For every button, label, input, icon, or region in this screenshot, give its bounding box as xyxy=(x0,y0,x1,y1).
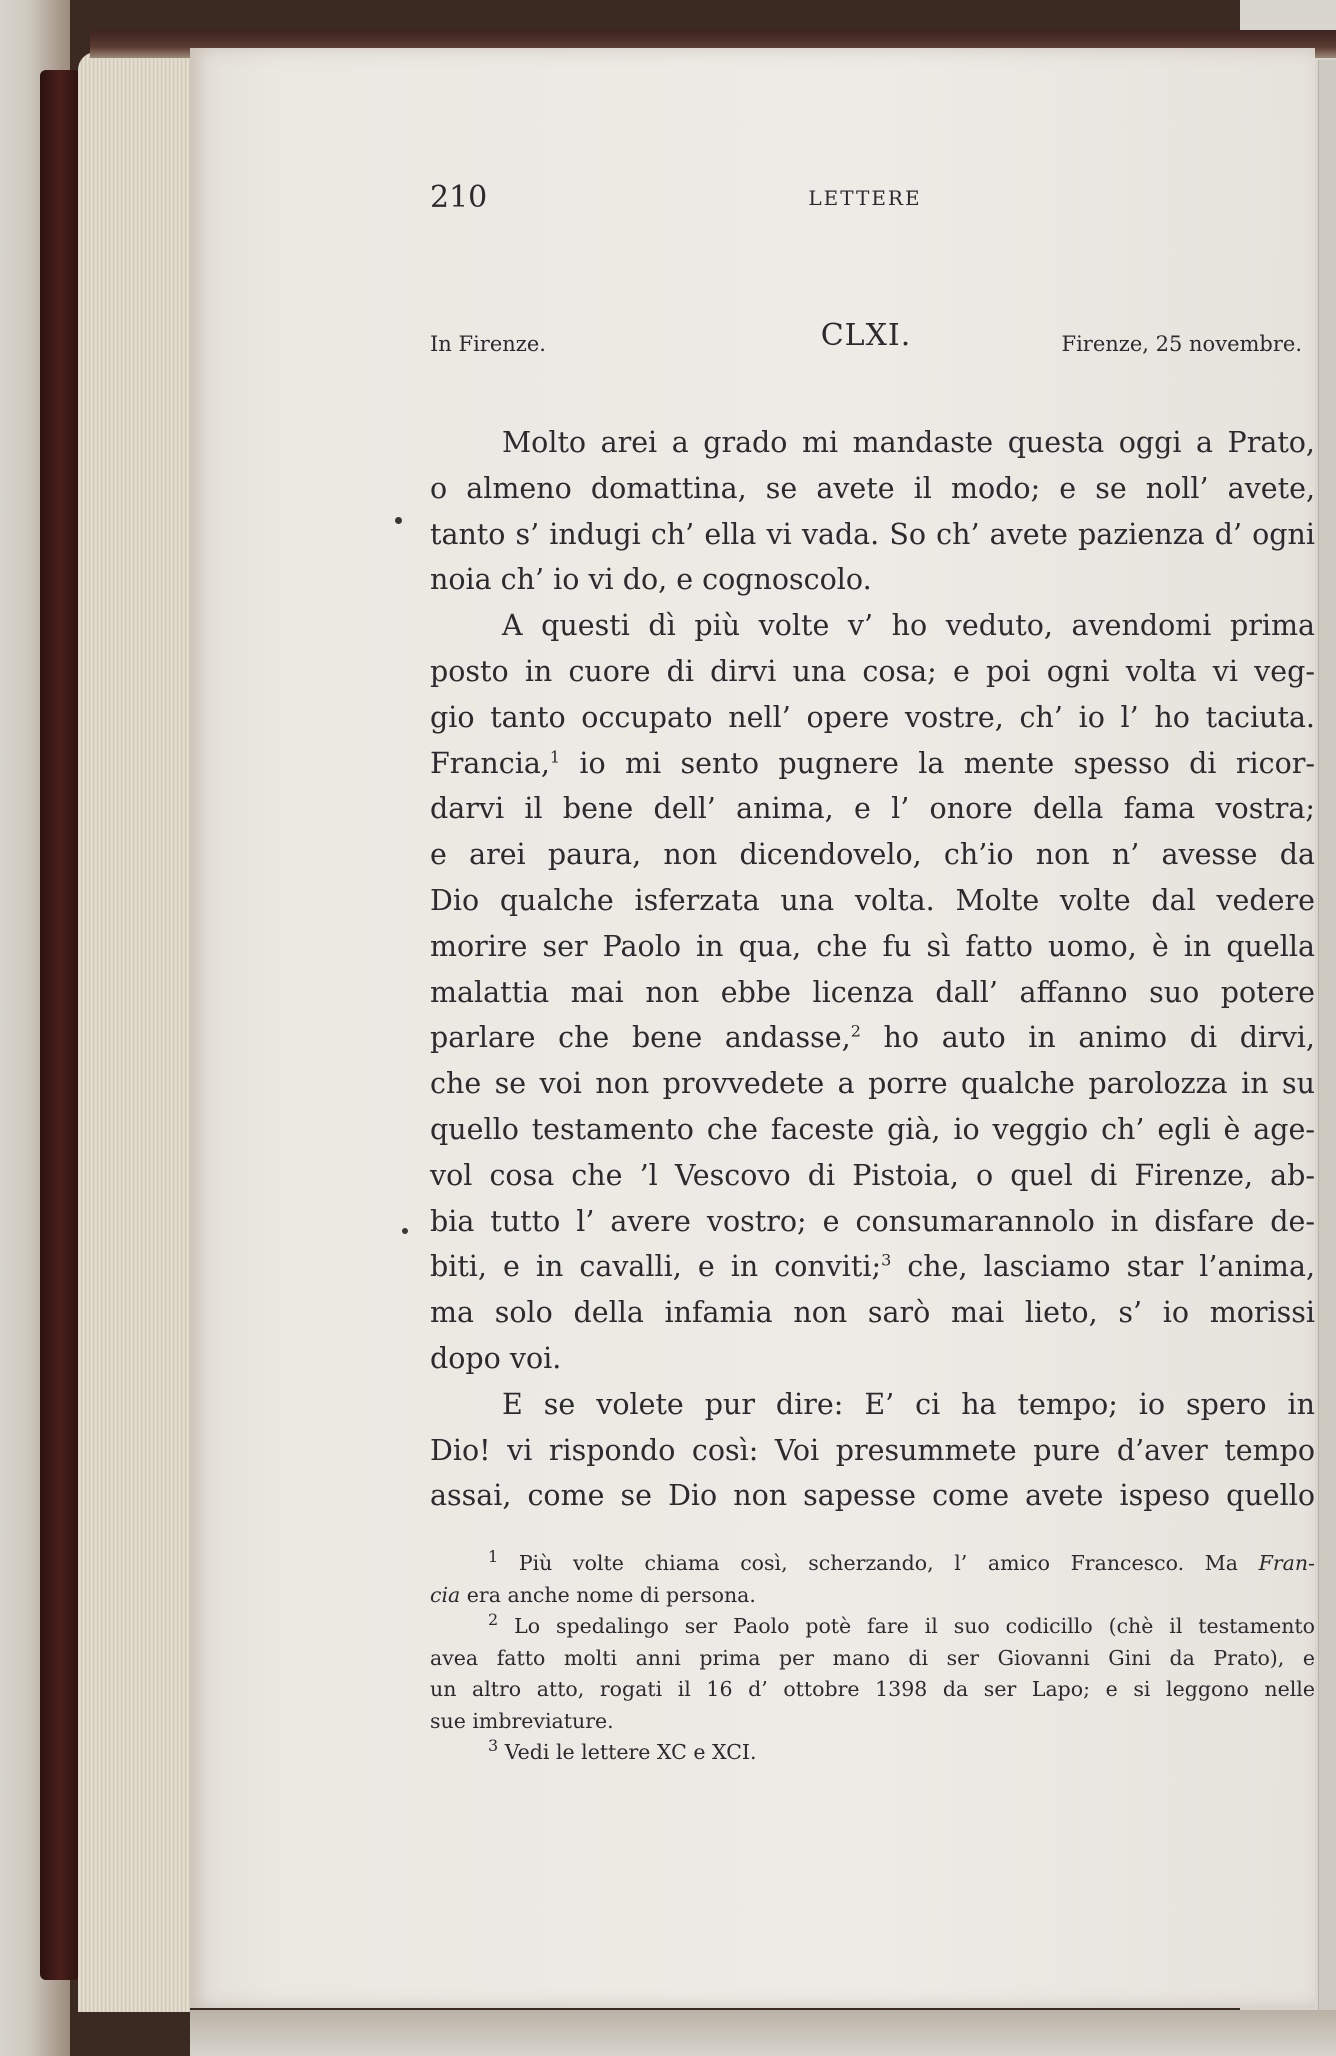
body-line: ma solo della infamia non sarò mai lieto, s’ io morissi xyxy=(430,1296,1315,1330)
body-line: vol cosa che ’l Vescovo di Pistoia, o quel di Firenze, ab- xyxy=(430,1158,1315,1192)
body-line: assai, come se Dio non sapesse come avete ispeso quello xyxy=(430,1479,1315,1513)
body-line: che se voi non provvedete a porre qualche parolozza in su xyxy=(430,1067,1315,1101)
footnote-mark: 1 xyxy=(488,1547,499,1567)
body-line: Dio! vi rispondo così: Voi presummete pure d’aver tempo xyxy=(430,1433,1315,1467)
body-line-segment: io mi sento pugnere la mente spesso di ricor- xyxy=(579,746,1315,780)
footnote-line: sue imbreviature. xyxy=(430,1708,614,1733)
page-number: 210 xyxy=(430,180,488,215)
body-line: gio tanto occupato nell’ opere vostre, ch’ io l’ ho taciuta. xyxy=(430,700,1315,734)
body-line-segment: biti, e in cavalli, e in conviti; xyxy=(430,1250,882,1284)
letter-number: CLXI. xyxy=(820,318,912,353)
book-spine xyxy=(40,70,80,1980)
body-line: malattia mai non ebbe licenza dall’ affanno suo potere xyxy=(430,975,1315,1009)
running-title: LETTERE xyxy=(808,186,922,210)
page-edges xyxy=(78,52,190,2012)
body-line xyxy=(430,741,1315,787)
note-reference: 2 xyxy=(850,1021,861,1041)
body-line: Dio qualche isferzata una volta. Molte volte dal vedere xyxy=(430,883,1315,917)
footnote-italic: cia xyxy=(430,1582,461,1607)
footnote-line xyxy=(430,1580,1315,1612)
note-reference: 1 xyxy=(549,747,561,767)
body-line-segment: parlare che bene andasse, xyxy=(430,1021,851,1055)
body-line: posto in cuore di dirvi una cosa; e poi ogni volta vi veg- xyxy=(430,654,1315,688)
letter-date: Firenze, 25 novembre. xyxy=(1061,332,1302,356)
running-head xyxy=(430,180,1300,220)
body-line: o almeno domattina, se avete il modo; e se noll’ avete, xyxy=(430,471,1315,505)
footnote-line: avea fatto molti anni prima per mano di ser Giovanni Gini da Prato), e xyxy=(430,1645,1315,1670)
footnote-text: Vedi le lettere XC e XCI. xyxy=(504,1740,757,1764)
body-line: E se volete pur dire: E’ ci ha tempo; io spero in xyxy=(502,1387,1315,1421)
body-line: bia tutto l’ avere vostro; e consumarannolo in disfare de- xyxy=(430,1204,1315,1238)
body-line: darvi il bene dell’ anima, e l’ onore della fama vostra; xyxy=(430,792,1315,826)
body-line-segment: che, lasciamo star l’anima, xyxy=(907,1250,1316,1284)
ink-speck xyxy=(402,1228,408,1234)
body-line: tanto s’ indugi ch’ ella vi vada. So ch’ avete pazienza d’ ogni xyxy=(430,517,1315,551)
body-line-segment: ho auto in animo di dirvi, xyxy=(883,1021,1315,1055)
footnote-line xyxy=(430,1548,1315,1580)
letter-sender: In Firenze. xyxy=(430,332,546,356)
ink-speck xyxy=(395,517,402,524)
body-line: quello testamento che faceste già, io veggio ch’ egli è age- xyxy=(430,1112,1315,1146)
body-line xyxy=(430,1015,1315,1061)
footnote-text: Più volte chiama così, scherzando, l’ amico Francesco. Ma xyxy=(518,1551,1238,1575)
footnote-text: Lo spedalingo ser Paolo potè fare il suo codicillo (chè il testamento xyxy=(514,1614,1315,1638)
note-reference: 3 xyxy=(881,1250,892,1270)
body-line: noia ch’ io vi do, e cognoscolo. xyxy=(430,563,872,597)
footnote-line: un altro atto, rogati il 16 d’ ottobre 1398 da ser Lapo; e si leggono nelle xyxy=(430,1677,1315,1701)
facing-page-edge xyxy=(1318,60,1336,2010)
body-line: dopo voi. xyxy=(430,1341,562,1375)
body-line xyxy=(430,1244,1315,1290)
footnote-line xyxy=(430,1611,1315,1643)
footnote-line xyxy=(430,1737,1315,1769)
page-bottom-edge xyxy=(190,2010,1336,2056)
letter-heading xyxy=(430,318,1302,368)
footnote-mark: 2 xyxy=(488,1610,499,1630)
body-line-segment: Francia, xyxy=(430,746,550,780)
footnotes xyxy=(430,1548,1315,1769)
body-line: Molto arei a grado mi mandaste questa oggi a Prato, xyxy=(502,426,1315,459)
body-line: e arei paura, non dicendovelo, ch’io non n’ avesse da xyxy=(430,838,1315,872)
body-line: morire ser Paolo in qua, che fu sì fatto uomo, è in quella xyxy=(430,929,1315,963)
footnote-italic: Fran- xyxy=(1258,1551,1315,1575)
body-line: A questi dì più volte v’ ho veduto, avendomi prima xyxy=(502,609,1315,643)
footnote-mark: 3 xyxy=(488,1736,499,1756)
footnote-text: era anche nome di persona. xyxy=(466,1582,756,1607)
letter-body xyxy=(430,420,1315,1519)
